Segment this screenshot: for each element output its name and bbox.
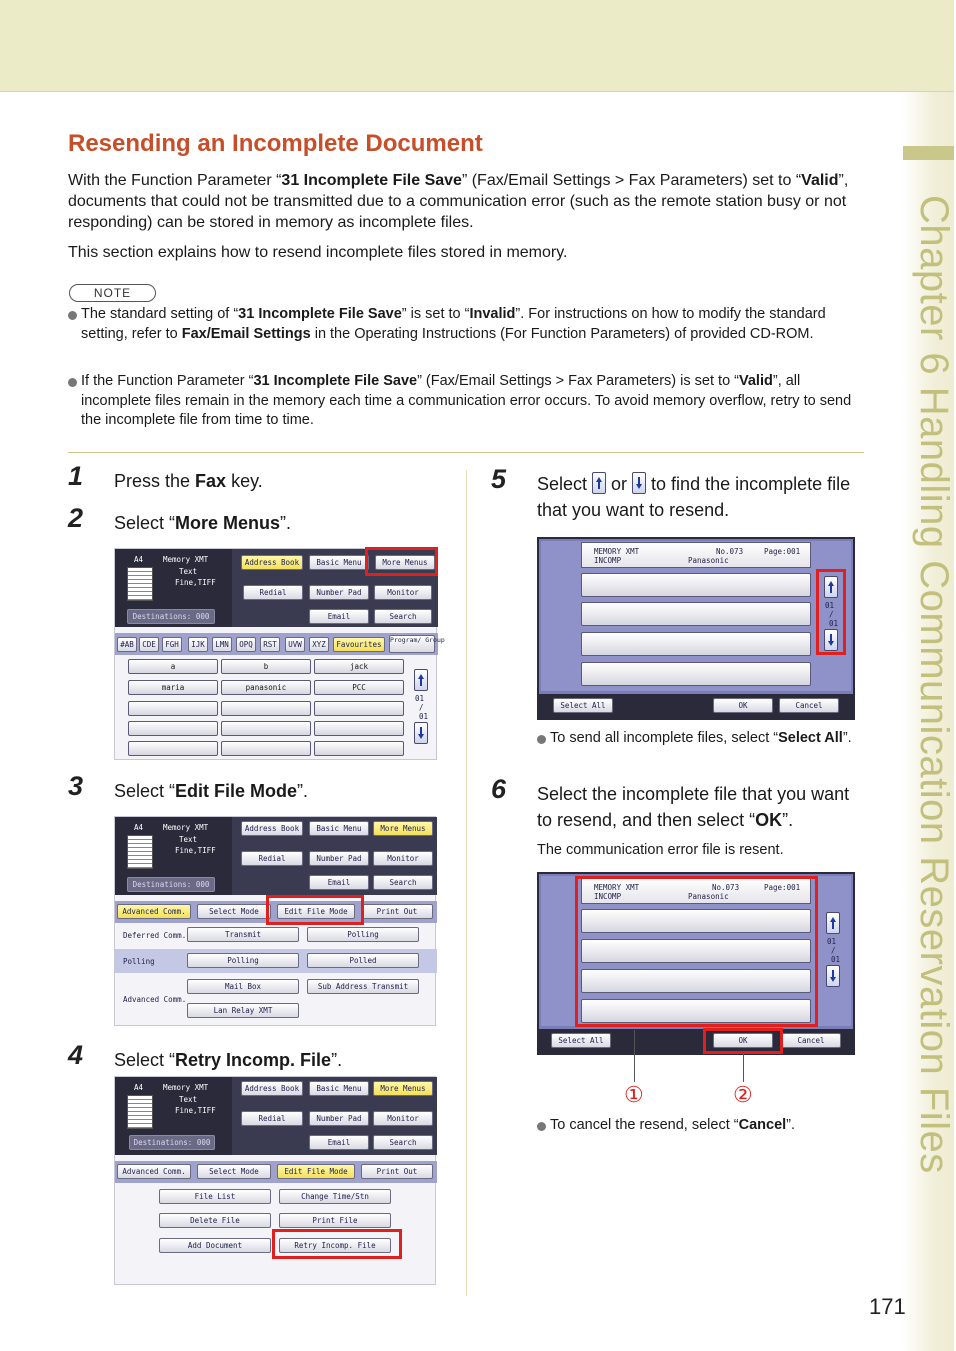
paper-size: A4 [134,1083,144,1092]
email-button[interactable]: Email [309,609,369,624]
note-item: The standard setting of “31 Incomplete File Save” is set to “Invalid”. For instructions on how to modify the standard setting, refer to Fax/Email Settings in the Operating Instructions (For Function Parameters) of provided CD-ROM. [68,305,863,344]
scroll-up-button[interactable] [826,912,840,934]
step-text: Select “Retry Incomp. File”. [114,1050,343,1070]
cancel-button[interactable]: Cancel [779,698,839,713]
tab-select-mode[interactable]: Select Mode [197,1164,271,1179]
tab-print-out[interactable]: Print Out [361,1164,433,1179]
redial-button[interactable]: Redial [241,851,303,866]
step-number: 3 [68,771,84,801]
step-text: Select “More Menus”. [114,513,292,533]
step-number: 5 [491,464,507,494]
monitor-button[interactable]: Monitor [373,1111,433,1126]
tab-print-out[interactable]: Print Out [361,904,433,919]
tab-advanced-comm[interactable]: Advanced Comm. [117,1164,191,1179]
tab-ijk[interactable]: IJK [188,637,208,652]
tab-cde[interactable]: CDE [139,637,159,652]
column-divider [466,470,467,1296]
arrow-down-icon [418,727,424,739]
step-text: Select “Edit File Mode”. [114,781,309,801]
basic-menu-button[interactable]: Basic Menu [309,821,369,836]
select-all-button[interactable]: Select All [553,698,613,713]
file-slot[interactable] [581,662,811,686]
row-label: Advanced Comm. [123,995,187,1004]
arrow-up-icon [418,674,424,686]
destinations-button[interactable]: Destinations: 000 [127,609,215,624]
tab-rst[interactable]: RST [260,637,280,652]
top-band [0,0,954,92]
email-button[interactable]: Email [309,1135,369,1150]
email-button[interactable]: Email [309,875,369,890]
callout-line [634,1030,635,1082]
retry-incomp-file-button[interactable]: Retry Incomp. File [279,1238,391,1253]
tab-fgh[interactable]: FGH [162,637,182,652]
address-entry[interactable]: panasonic [221,680,311,695]
address-entry-empty[interactable] [128,721,218,736]
step-number: 4 [68,1040,84,1070]
highlight-box [703,1028,783,1054]
header-page: Page:001 [764,547,801,556]
resolution-label: Fine,TIFF [175,578,216,587]
divider [68,452,864,453]
select-all-button[interactable]: Select All [551,1033,611,1048]
row-label: Polling [123,957,155,966]
tab-edit-file-mode[interactable]: Edit File Mode [277,1164,355,1179]
address-entry[interactable]: a [128,659,218,674]
tab-ab[interactable]: #AB [117,637,137,652]
monitor-button[interactable]: Monitor [374,585,432,600]
paper-size: A4 [134,555,144,564]
callout-line [743,1054,744,1082]
step-subtext: The communication error file is resent. [537,842,784,858]
tab-program-group[interactable]: Program/ Group [389,635,435,653]
tab-lmn[interactable]: LMN [212,637,232,652]
step-number: 6 [491,774,507,804]
header-label: MEMORY XMT [594,547,640,556]
header-label: INCOMP [594,556,622,565]
highlight-box [575,876,818,1027]
mode-label: Memory XMT [163,1083,209,1092]
file-slot[interactable] [581,632,811,656]
file-header [581,542,811,568]
address-book-button[interactable]: Address Book [241,555,303,570]
address-entry-empty[interactable] [314,741,404,756]
chapter-title: Chapter 6 Handling Communication Reservation Files [912,195,956,1174]
row-label: Deferred Comm. [123,931,187,940]
highlight-box [266,895,364,925]
file-list-button[interactable]: File List [159,1189,271,1204]
number-pad-button[interactable]: Number Pad [309,585,369,600]
search-button[interactable]: Search [373,875,433,890]
basic-menu-button[interactable]: Basic Menu [309,1081,369,1096]
paper-size: A4 [134,823,144,832]
resolution-label: Fine,TIFF [175,846,216,855]
add-document-button[interactable]: Add Document [159,1238,271,1253]
redial-button[interactable]: Redial [241,1111,303,1126]
ok-button[interactable]: OK [713,698,773,713]
arrow-up-icon [830,917,836,929]
tip-bullet: To send all incomplete files, select “Select All”. [537,729,857,749]
screen-more-menus [114,548,445,760]
quality-label: Text [179,835,198,844]
file-slot[interactable] [581,573,811,597]
address-entry-empty[interactable] [128,701,218,716]
address-entry-empty[interactable] [221,721,311,736]
page-counter: / [829,610,834,619]
resolution-label: Fine,TIFF [175,1106,216,1115]
lan-relay-xmt-button[interactable]: Lan Relay XMT [187,1003,299,1018]
address-book-button[interactable]: Address Book [241,1081,303,1096]
change-time-stn-button[interactable]: Change Time/Stn [279,1189,391,1204]
page-counter: 01 [415,694,425,703]
file-slot[interactable] [581,602,811,626]
address-entry[interactable]: maria [128,680,218,695]
step-text: Press the Fax key. [114,471,263,491]
quality-label: Text [179,1095,198,1104]
mode-label: Memory XMT [163,823,209,832]
bullet-icon [68,378,77,387]
monitor-button[interactable]: Monitor [373,851,433,866]
scroll-down-button[interactable] [414,722,428,744]
number-pad-button[interactable]: Number Pad [309,1111,369,1126]
step-text: Select or to find the incomplete file that you want to resend. [537,474,851,520]
section-title: Resending an Incomplete Document [68,130,483,157]
tab-edit-file-mode[interactable]: Edit File Mode [277,904,355,919]
page-counter: 01 [829,619,839,628]
address-entry[interactable]: PCC [314,680,404,695]
intro-paragraph: With the Function Parameter “31 Incomplete File Save” (Fax/Email Settings > Fax Parameters) set to “Valid”, documents that could not be transmitted due to a communication error (such as the remote station busy or not responding) can be stored in memory as incomplete files. [68,172,849,231]
polling-button[interactable]: Polling [187,953,299,968]
address-entry-empty[interactable] [314,701,404,716]
page-counter: 01 [825,601,835,610]
highlight-box [365,547,438,576]
header-label: INCOMP [594,892,622,901]
screen-incomplete-files [537,537,855,720]
tab-favourites[interactable]: Favourites [333,637,385,652]
page-counter: / [831,946,836,955]
callout-1: ① [624,1082,644,1107]
bullet-icon [537,735,546,744]
document-icon [127,835,153,869]
note-label: NOTE [69,284,156,302]
basic-menu-button[interactable]: Basic Menu [309,555,369,570]
page-number: 171 [869,1294,906,1319]
tab-advanced-comm[interactable]: Advanced Comm. [117,904,191,919]
search-button[interactable]: Search [374,609,432,624]
tip-bullet: To cancel the resend, select “Cancel”. [537,1116,857,1136]
page-counter: / [419,703,424,712]
tab-xyz[interactable]: XYZ [309,637,329,652]
highlight-box [272,1229,402,1259]
cancel-button[interactable]: Cancel [781,1033,841,1048]
destinations-button[interactable]: Destinations: 000 [127,877,215,892]
transmit-button[interactable]: Transmit [187,927,299,942]
address-entry-empty[interactable] [221,701,311,716]
destinations-button[interactable]: Destinations: 000 [129,1135,215,1150]
address-book-button[interactable]: Address Book [241,821,303,836]
header-name: Panasonic [688,892,729,901]
document-icon [127,1095,153,1129]
address-entry-empty[interactable] [128,741,218,756]
step-number: 2 [68,503,84,533]
redial-button[interactable]: Redial [243,585,303,600]
scroll-up-button[interactable] [414,669,428,691]
step-number: 1 [68,461,84,491]
polled-button[interactable]: Polled [307,953,419,968]
ok-button[interactable]: OK [713,1033,773,1048]
header-page: Page:001 [764,883,801,892]
polling-button[interactable]: Polling [307,927,419,942]
header-number: No.073 [712,883,740,892]
step-text: Select the incomplete file that you want to resend, and then select “OK”. [537,784,850,830]
number-pad-button[interactable]: Number Pad [309,851,369,866]
print-file-button[interactable]: Print File [279,1213,391,1228]
page-counter: 01 [419,712,429,721]
intro-paragraph-2: This section explains how to resend incomplete files stored in memory. [68,244,568,261]
scroll-down-button[interactable] [826,965,840,987]
header-label: MEMORY XMT [594,883,640,892]
header-name: Panasonic [688,556,729,565]
page-counter: 01 [827,937,837,946]
sub-address-transmit-button[interactable]: Sub Address Transmit [307,979,419,994]
header-number: No.073 [716,547,744,556]
document-icon [127,567,153,601]
page-counter: 01 [831,955,841,964]
more-menus-button[interactable]: More Menus [373,1081,433,1096]
callout-2: ② [733,1082,753,1107]
delete-file-button[interactable]: Delete File [159,1213,271,1228]
more-menus-button[interactable]: More Menus [373,821,433,836]
bullet-icon [537,1122,546,1131]
highlight-box [816,569,846,655]
quality-label: Text [179,567,198,576]
mode-label: Memory XMT [163,555,209,564]
arrow-down-icon [830,970,836,982]
arrow-up-icon [592,472,606,494]
mail-box-button[interactable]: Mail Box [187,979,299,994]
tab-opq[interactable]: OPQ [236,637,256,652]
bullet-icon [68,311,77,320]
tab-select-mode[interactable]: Select Mode [197,904,271,919]
address-entry[interactable]: b [221,659,311,674]
tab-uvw[interactable]: UVW [285,637,305,652]
search-button[interactable]: Search [373,1135,433,1150]
address-entry-empty[interactable] [314,721,404,736]
more-menus-button[interactable]: More Menus [375,555,435,570]
arrow-down-icon [632,472,646,494]
address-entry-empty[interactable] [221,741,311,756]
address-entry[interactable]: jack [314,659,404,674]
note-item: If the Function Parameter “31 Incomplete File Save” (Fax/Email Settings > Fax Parameters) is set to “Valid”, all incomplete files remain in the memory each time a communication error occurs. To avoid memory overflow, retry to send the incomplete file from time to time. [68,372,863,431]
chapter-tab-marker [903,146,954,160]
